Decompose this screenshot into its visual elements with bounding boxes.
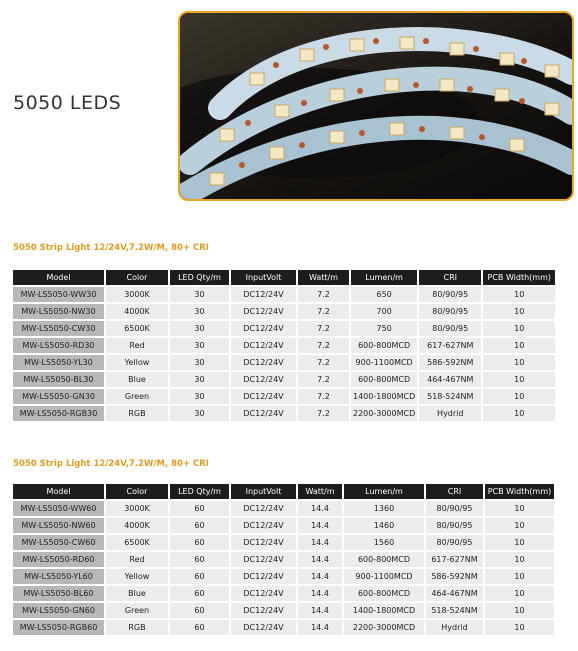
table-row [13, 304, 555, 319]
cell-watt: 7.2 [298, 355, 349, 370]
cell-cri: 464-467NM [426, 586, 483, 601]
header-pcb-width: PCB Width(mm) [485, 484, 554, 499]
cell-pcb-width: 10 [483, 406, 555, 421]
cell-pcb-width: 10 [485, 501, 554, 516]
cell-led-qty: 60 [170, 518, 229, 533]
cell-color: Green [106, 603, 168, 618]
cell-led-qty: 30 [170, 304, 229, 319]
cell-watt: 7.2 [298, 372, 349, 387]
cell-led-qty: 60 [170, 620, 229, 635]
cell-input-volt: DC12/24V [231, 355, 296, 370]
cell-pcb-width: 10 [485, 603, 554, 618]
cell-watt: 14.4 [298, 535, 342, 550]
cell-watt: 14.4 [298, 586, 342, 601]
cell-color: Green [106, 389, 168, 404]
header-lumen: Lumen/m [344, 484, 424, 499]
cell-watt: 7.2 [298, 287, 349, 302]
cell-input-volt: DC12/24V [231, 372, 296, 387]
cell-led-qty: 60 [170, 501, 229, 516]
cell-lumen: 2200-3000MCD [351, 406, 417, 421]
cell-watt: 14.4 [298, 603, 342, 618]
cell-lumen: 650 [351, 287, 417, 302]
table-row [13, 389, 555, 404]
cell-input-volt: DC12/24V [231, 338, 296, 353]
cell-cri: 518-524NM [419, 389, 481, 404]
cell-model: MW-LS5050-BL30 [13, 372, 104, 387]
cell-model: MW-LS5050-CW60 [13, 535, 104, 550]
cell-model: MW-LS5050-GN60 [13, 603, 104, 618]
cell-watt: 14.4 [298, 620, 342, 635]
cell-input-volt: DC12/24V [231, 287, 296, 302]
cell-led-qty: 30 [170, 372, 229, 387]
cell-pcb-width: 10 [483, 287, 555, 302]
cell-lumen: 600-800MCD [344, 586, 424, 601]
cell-cri: 80/90/95 [426, 501, 483, 516]
table-row [13, 321, 555, 336]
cell-pcb-width: 10 [483, 389, 555, 404]
page-heading: 5050 LEDS [13, 92, 122, 114]
cell-lumen: 1460 [344, 518, 424, 533]
cell-input-volt: DC12/24V [231, 535, 296, 550]
table-row [13, 501, 554, 516]
header-watt: Watt/m [298, 270, 349, 285]
table-row [13, 603, 554, 618]
cell-watt: 7.2 [298, 389, 349, 404]
header-color: Color [106, 484, 168, 499]
cell-color: 4000K [106, 304, 168, 319]
cell-lumen: 2200-3000MCD [344, 620, 424, 635]
table-row [13, 535, 554, 550]
cell-cri: 80/90/95 [419, 287, 481, 302]
cell-input-volt: DC12/24V [231, 586, 296, 601]
cell-input-volt: DC12/24V [231, 620, 296, 635]
cell-cri: Hydrid [426, 620, 483, 635]
cell-model: MW-LS5050-RGB60 [13, 620, 104, 635]
cell-model: MW-LS5050-NW30 [13, 304, 104, 319]
cell-input-volt: DC12/24V [231, 304, 296, 319]
cell-led-qty: 60 [170, 586, 229, 601]
spec-table-2 [11, 482, 556, 637]
cell-lumen: 900-1100MCD [351, 355, 417, 370]
cell-led-qty: 30 [170, 287, 229, 302]
spec-table-1 [11, 268, 557, 423]
cell-color: Blue [106, 372, 168, 387]
header-pcb-width: PCB Width(mm) [483, 270, 555, 285]
cell-led-qty: 30 [170, 355, 229, 370]
cell-model: MW-LS5050-BL60 [13, 586, 104, 601]
table-row [13, 586, 554, 601]
cell-color: Blue [106, 586, 168, 601]
cell-pcb-width: 10 [483, 304, 555, 319]
cell-cri: 586-592NM [419, 355, 481, 370]
table-row [13, 372, 555, 387]
header-model: Model [13, 484, 104, 499]
header-input-volt: InputVolt [231, 484, 296, 499]
cell-lumen: 1360 [344, 501, 424, 516]
table-row [13, 552, 554, 567]
cell-cri: 80/90/95 [426, 518, 483, 533]
cell-lumen: 1400-1800MCD [344, 603, 424, 618]
cell-color: 3000K [106, 501, 168, 516]
cell-model: MW-LS5050-RD30 [13, 338, 104, 353]
cell-model: MW-LS5050-YL60 [13, 569, 104, 584]
cell-led-qty: 60 [170, 603, 229, 618]
cell-watt: 14.4 [298, 569, 342, 584]
led-strip-photo [178, 11, 574, 201]
cell-color: RGB [106, 620, 168, 635]
led-strip-photo-icon [180, 13, 572, 199]
cell-pcb-width: 10 [485, 535, 554, 550]
cell-model: MW-LS5050-RGB30 [13, 406, 104, 421]
table-row [13, 338, 555, 353]
cell-color: RGB [106, 406, 168, 421]
cell-color: Yellow [106, 355, 168, 370]
cell-color: Red [106, 338, 168, 353]
cell-input-volt: DC12/24V [231, 552, 296, 567]
cell-pcb-width: 10 [485, 518, 554, 533]
cell-lumen: 600-800MCD [344, 552, 424, 567]
cell-lumen: 1400-1800MCD [351, 389, 417, 404]
cell-cri: 80/90/95 [419, 321, 481, 336]
cell-pcb-width: 10 [485, 552, 554, 567]
cell-cri: 80/90/95 [419, 304, 481, 319]
table-2-title: 5050 Strip Light 12/24V,7.2W/M, 80+ CRI [13, 459, 209, 469]
cell-led-qty: 30 [170, 389, 229, 404]
cell-led-qty: 60 [170, 569, 229, 584]
table-row [13, 518, 554, 533]
cell-input-volt: DC12/24V [231, 321, 296, 336]
cell-model: MW-LS5050-RD60 [13, 552, 104, 567]
cell-lumen: 600-800MCD [351, 338, 417, 353]
table-body [13, 287, 555, 421]
cell-input-volt: DC12/24V [231, 501, 296, 516]
header-lumen: Lumen/m [351, 270, 417, 285]
cell-lumen: 600-800MCD [351, 372, 417, 387]
cell-model: MW-LS5050-WW30 [13, 287, 104, 302]
cell-color: 6500K [106, 321, 168, 336]
cell-watt: 14.4 [298, 501, 342, 516]
cell-led-qty: 60 [170, 552, 229, 567]
table-row [13, 620, 554, 635]
cell-lumen: 900-1100MCD [344, 569, 424, 584]
table-header-row [13, 484, 554, 499]
cell-color: 4000K [106, 518, 168, 533]
cell-led-qty: 60 [170, 535, 229, 550]
header-cri: CRI [426, 484, 483, 499]
cell-model: MW-LS5050-YL30 [13, 355, 104, 370]
cell-cri: Hydrid [419, 406, 481, 421]
table-header-row [13, 270, 555, 285]
cell-color: Red [106, 552, 168, 567]
cell-model: MW-LS5050-GN30 [13, 389, 104, 404]
cell-cri: 80/90/95 [426, 535, 483, 550]
cell-pcb-width: 10 [485, 586, 554, 601]
cell-cri: 617-627NM [419, 338, 481, 353]
header-color: Color [106, 270, 168, 285]
cell-lumen: 1560 [344, 535, 424, 550]
cell-model: MW-LS5050-WW60 [13, 501, 104, 516]
cell-input-volt: DC12/24V [231, 389, 296, 404]
cell-pcb-width: 10 [483, 338, 555, 353]
cell-color: 3000K [106, 287, 168, 302]
cell-model: MW-LS5050-NW60 [13, 518, 104, 533]
table-row [13, 287, 555, 302]
cell-led-qty: 30 [170, 406, 229, 421]
header-led-qty: LED Qty/m [170, 484, 229, 499]
cell-watt: 7.2 [298, 304, 349, 319]
cell-cri: 617-627NM [426, 552, 483, 567]
cell-pcb-width: 10 [485, 620, 554, 635]
cell-watt: 14.4 [298, 518, 342, 533]
cell-input-volt: DC12/24V [231, 603, 296, 618]
cell-color: Yellow [106, 569, 168, 584]
cell-led-qty: 30 [170, 321, 229, 336]
cell-cri: 586-592NM [426, 569, 483, 584]
table-row [13, 406, 555, 421]
cell-watt: 7.2 [298, 338, 349, 353]
cell-color: 6500K [106, 535, 168, 550]
cell-pcb-width: 10 [483, 355, 555, 370]
cell-cri: 518-524NM [426, 603, 483, 618]
cell-pcb-width: 10 [483, 372, 555, 387]
cell-lumen: 700 [351, 304, 417, 319]
table-row [13, 569, 554, 584]
cell-pcb-width: 10 [485, 569, 554, 584]
header-led-qty: LED Qty/m [170, 270, 229, 285]
cell-led-qty: 30 [170, 338, 229, 353]
header-input-volt: InputVolt [231, 270, 296, 285]
header-watt: Watt/m [298, 484, 342, 499]
cell-model: MW-LS5050-CW30 [13, 321, 104, 336]
cell-watt: 14.4 [298, 552, 342, 567]
cell-pcb-width: 10 [483, 321, 555, 336]
header-cri: CRI [419, 270, 481, 285]
cell-input-volt: DC12/24V [231, 406, 296, 421]
header-model: Model [13, 270, 104, 285]
cell-cri: 464-467NM [419, 372, 481, 387]
cell-watt: 7.2 [298, 406, 349, 421]
cell-watt: 7.2 [298, 321, 349, 336]
table-row [13, 355, 555, 370]
cell-input-volt: DC12/24V [231, 569, 296, 584]
cell-lumen: 750 [351, 321, 417, 336]
table-body [13, 501, 554, 635]
cell-input-volt: DC12/24V [231, 518, 296, 533]
table-1-title: 5050 Strip Light 12/24V,7.2W/M, 80+ CRI [13, 243, 209, 253]
